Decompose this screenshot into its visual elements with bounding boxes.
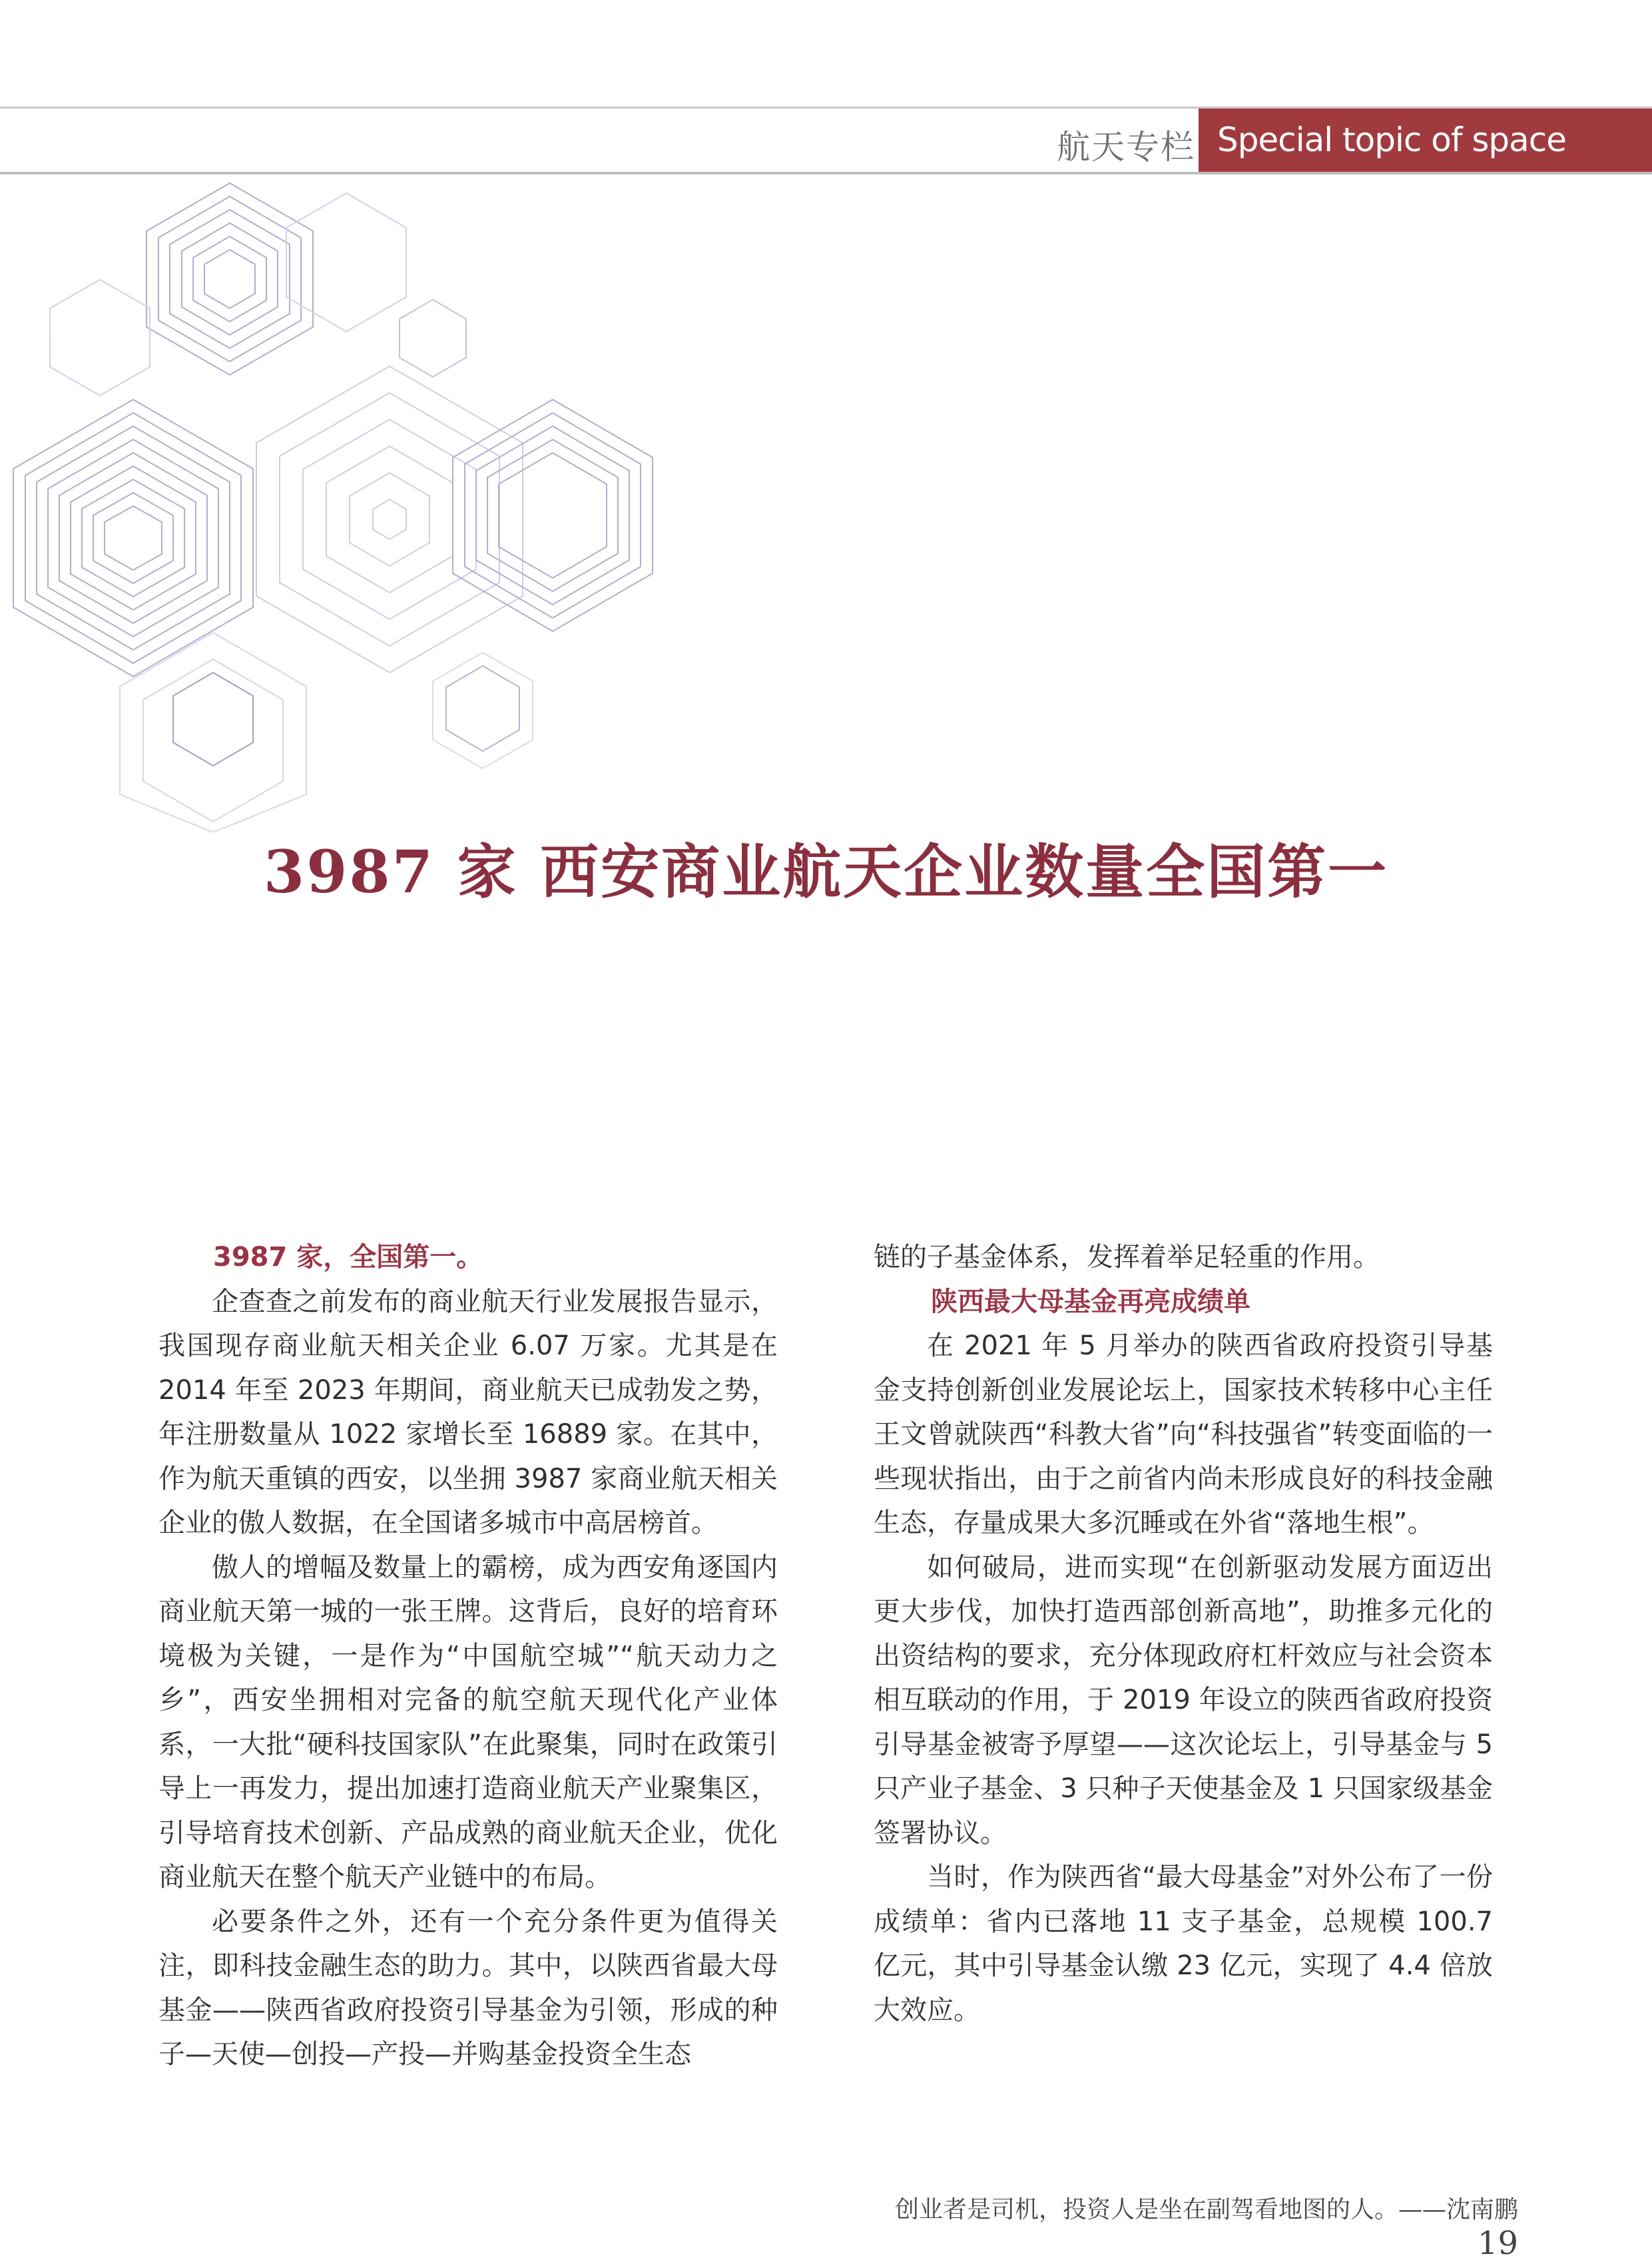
section-header [0,109,1652,222]
paragraph: 傲人的增幅及数量上的霸榜，成为西安角逐国内商业航天第一城的一张王牌。这背后，良好的培育环境极为关键，一是作为“中国航空城”“航天动力之乡”，西安坐拥相对完备的航空航天现代化产业体系，一大批“硬科技国家队”在此聚集，同时在政策引导上一再发力，提出加速打造商业航天产业聚集区，引导培育技术创新、产品成熟的商业航天企业，优化商业航天在整个航天产业链中的布局。 [158,1552,778,1892]
paragraph: 必要条件之外，还有一个充分条件更为值得关注，即科技金融生态的助力。其中，以陕西省最大母基金——陕西省政府投资引导基金为引领，形成的种子—天使—创投—产投—并购基金投资全生态 [158,1906,778,2070]
paragraph-continuation: 链的子基金体系，发挥着举足轻重的作用。 [874,1242,1380,1272]
paragraph: 在 2021 年 5 月举办的陕西省政府投资引导基金支持创新创业发展论坛上，国家技术转移中心主任王文曾就陕西“科教大省”向“科技强省”转变面临的一些现状指出，由于之前省内尚未形成良好的科技金融生态，存量成果大多沉睡或在外省“落地生根”。 [874,1330,1493,1538]
right-column [874,1235,1493,2032]
article-title: 3987 家 西安商业航天企业数量全国第一 [263,837,1389,906]
subheading: 陕西最大母基金再亮成绩单 [931,1286,1250,1317]
page-footer [852,2191,1518,2262]
paragraph: 企查查之前发布的商业航天行业发展报告显示，我国现存商业航天相关企业 6.07 万家。尤其是在 2014 年至 2023 年期间，商业航天已成勃发之势，年注册数量从 1022 家增长至 16889 家。在其中，作为航天重镇的西安，以坐拥 3987 家商业航天相关企业的傲人数据，在全国诸多城市中高居榜首。 [158,1286,778,1538]
left-column [158,1235,778,2077]
paragraph: 如何破局，进而实现“在创新驱动发展方面迈出更大步伐，加快打造西部创新高地”，助推多元化的出资结构的要求，充分体现政府杠杆效应与社会资本相互联动的作用，于 2019 年设立的陕西省政府投资引导基金被寄予厚望——这次论坛上，引导基金与 5 只产业子基金、3 只种子天使基金及 1 只国家级基金签署协议。 [874,1552,1493,1848]
page-number: 19 [1477,2225,1518,2262]
lead-line: 3987 家，全国第一。 [213,1242,483,1272]
section-title-en: Special topic of space flight [1199,109,1652,172]
section-title-cn: 航天专栏 [1057,128,1195,166]
footer-quote: 创业者是司机，投资人是坐在副驾看地图的人。——沈南鹏 [894,2196,1518,2223]
hexagon-decoration [0,166,666,832]
paragraph: 当时，作为陕西省“最大母基金”对外公布了一份成绩单：省内已落地 11 支子基金，总规模 100.7 亿元，其中引导基金认缴 23 亿元，实现了 4.4 倍放大效应。 [874,1862,1493,2026]
